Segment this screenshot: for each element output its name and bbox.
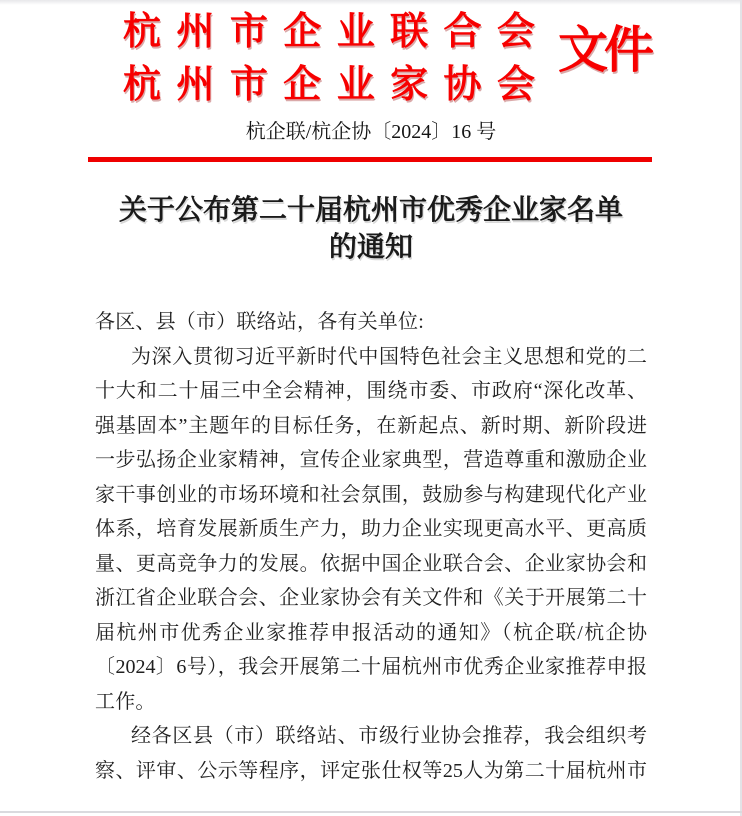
body-line: 浙江省企业联合会、企业家协会有关文件和《关于开展第二十	[95, 587, 647, 609]
document-title	[0, 192, 742, 266]
doc-type-label: 文件	[558, 22, 650, 78]
org-name-line-1: 杭州市企业联合会	[123, 11, 535, 53]
body-line: 各区、县（市）联络站，各有关单位:	[95, 311, 424, 333]
body-line: 届杭州市优秀企业家推荐申报活动的通知》（杭企联/杭企协	[95, 621, 647, 644]
body-line: 〔2024〕6号），我会开展第二十届杭州市优秀企业家推荐申报	[95, 656, 647, 678]
document-body	[95, 305, 647, 788]
red-divider-rule	[88, 157, 652, 162]
page-bottom-edge	[0, 811, 742, 813]
body-line: 量、更高竞争力的发展。依据中国企业联合会、企业家协会和	[95, 552, 647, 575]
body-line: 十大和二十届三中全会精神，围绕市委、市政府“深化改革、	[95, 380, 647, 402]
body-line: 察、评审、公示等程序，评定张仕权等25人为第二十届杭州市	[95, 759, 647, 782]
body-line: 经各区县（市）联络站、市级行业协会推荐，我会组织考	[131, 725, 647, 747]
body-line: 家干事创业的市场环境和社会氛围，鼓励参与构建现代化产业	[95, 483, 647, 506]
page-top-edge	[0, 0, 742, 5]
letterhead	[123, 6, 683, 112]
body-line: 为深入贯彻习近平新时代中国特色社会主义思想和党的二	[131, 345, 647, 368]
title-line-1: 关于公布第二十届杭州市优秀企业家名单	[118, 195, 623, 226]
body-line: 一步弘扬企业家精神，宣传企业家典型，营造尊重和激励企业	[95, 449, 647, 471]
reference-number: 杭企联/杭企协〔2024〕16 号	[245, 121, 497, 143]
body-line: 体系，培育发展新质生产力，助力企业实现更高水平、更高质	[95, 518, 647, 540]
title-line-2: 的通知	[328, 232, 413, 263]
body-line: 强基固本”主题年的目标任务，在新起点、新时期、新阶段进	[95, 414, 647, 437]
org-name-line-2: 杭州市企业家协会	[123, 64, 535, 106]
body-line: 工作。	[95, 690, 156, 713]
